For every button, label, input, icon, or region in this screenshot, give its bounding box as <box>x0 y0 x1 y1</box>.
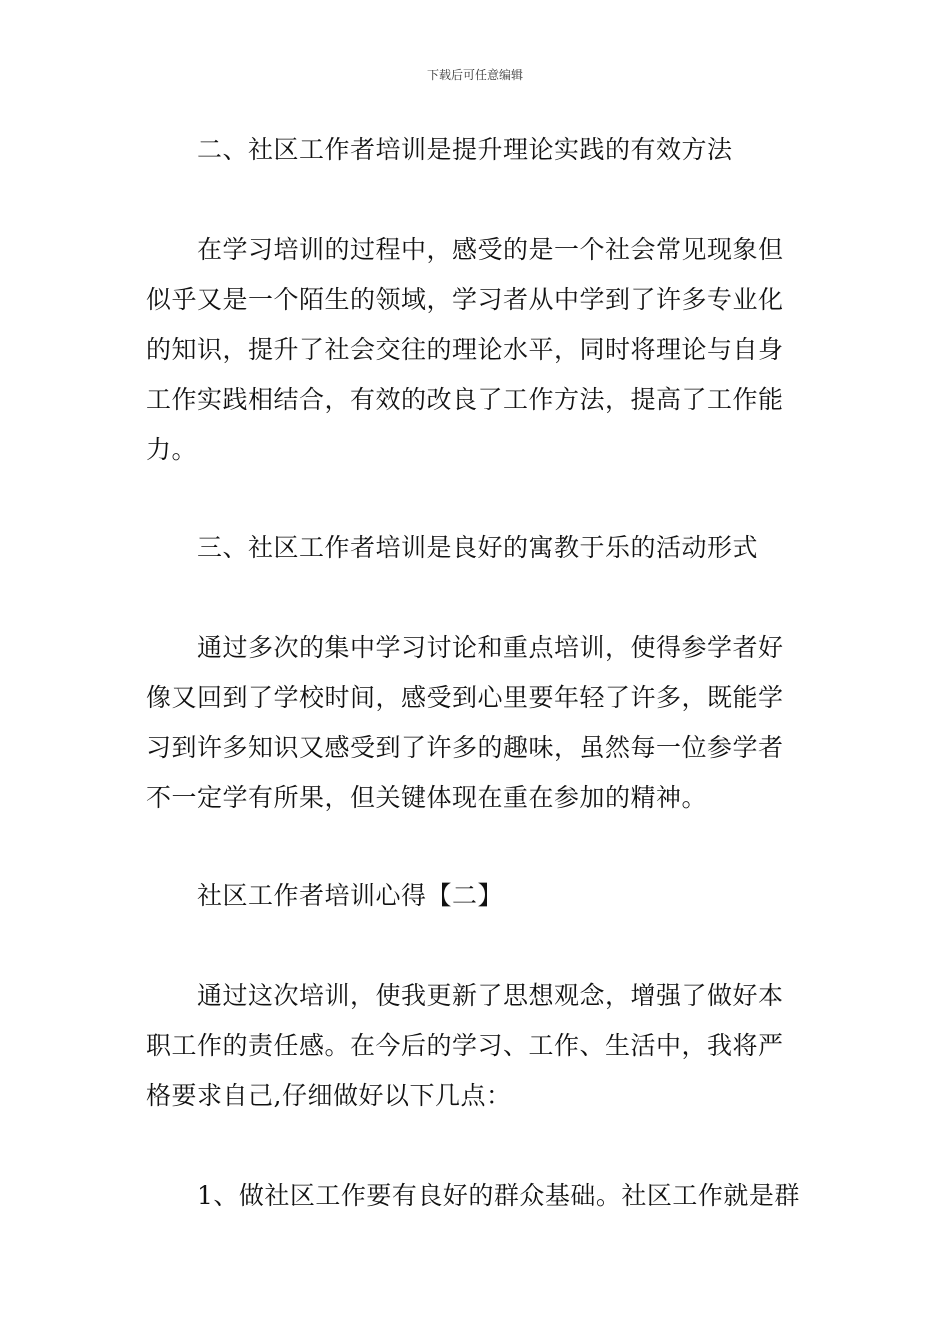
section-heading-3: 三、社区工作者培训是良好的寓教于乐的活动形式 <box>197 533 759 562</box>
paragraph-line: 像又回到了学校时间，感受到心里要年轻了许多，既能学 <box>146 683 784 712</box>
paragraph-line: 不一定学有所果，但关键体现在重在参加的精神。 <box>146 783 708 812</box>
paragraph-line: 职工作的责任感。在今后的学习、工作、生活中，我将严 <box>146 1031 784 1060</box>
article-subtitle: 社区工作者培训心得【二】 <box>197 881 504 910</box>
paragraph-line: 的知识，提升了社会交往的理论水平，同时将理论与自身 <box>146 335 784 364</box>
paragraph-line: 习到许多知识又感受到了许多的趣味，虽然每一位参学者 <box>146 733 784 762</box>
paragraph-line: 似乎又是一个陌生的领域，学习者从中学到了许多专业化 <box>146 285 784 314</box>
paragraph-line: 在学习培训的过程中，感受的是一个社会常见现象但 <box>197 235 784 264</box>
paragraph-line: 通过多次的集中学习讨论和重点培训，使得参学者好 <box>197 633 784 662</box>
header-note: 下载后可任意编辑 <box>426 68 523 82</box>
paragraph-line: 工作实践相结合，有效的改良了工作方法，提高了工作能 <box>146 385 784 414</box>
list-item-1: 1、做社区工作要有良好的群众基础。社区工作就是群 <box>197 1181 800 1210</box>
paragraph-line: 通过这次培训，使我更新了思想观念，增强了做好本 <box>197 981 784 1010</box>
paragraph-line: 力。 <box>146 435 198 464</box>
section-heading-2: 二、社区工作者培训是提升理论实践的有效方法 <box>197 135 733 164</box>
paragraph-line: 格要求自己,仔细做好以下几点： <box>146 1081 512 1110</box>
